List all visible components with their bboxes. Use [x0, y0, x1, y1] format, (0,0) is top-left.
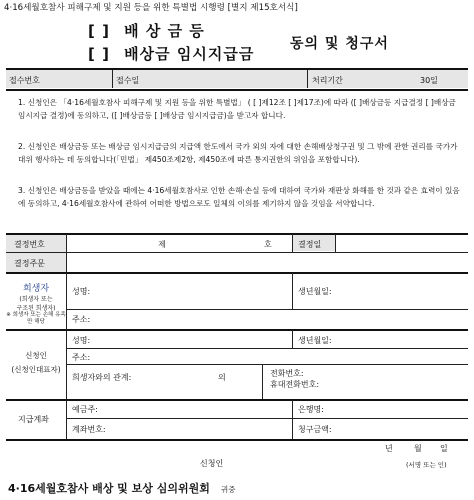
applicant-address-label: 주소:	[72, 353, 91, 362]
receipt-number-label: 접수번호	[9, 76, 40, 85]
title-suffix: 동의 및 청구서	[290, 36, 389, 52]
victim-section-title: 희생자	[22, 284, 50, 294]
deadline-value: 30일	[420, 76, 438, 85]
title-provisional: 배상금 임시지급금	[124, 45, 255, 63]
applicant-name-label: 성명:	[72, 336, 91, 345]
decision-date-label: 결정일	[298, 240, 322, 249]
legal-basis-caption: 4·16세월호참사 피해구제 및 지원 등을 위한 특별법 시행령 [별지 제15호서식]	[4, 3, 298, 13]
victim-name-label: 성명:	[72, 287, 91, 296]
account-holder-label: 예금주:	[72, 405, 98, 414]
title-checkbox-1[interactable]: [ ]	[88, 22, 110, 40]
victim-section-sub2: 구조된 희생자)	[16, 305, 56, 312]
decision-number-suffix: 호	[264, 240, 272, 249]
statement-2: 2. 신청인은 배상금등 또는 배상금 임시지급금의 지급액 한도에서 국가 외의 자에 대한 손해배상청구권 및 그 밖에 관한 권리를 국가가 대위 행사하는 데 동의합니다(「민법」 제450조제2항, 제450조에 따른 통지권한의 위임을 포함합니다).	[18, 142, 458, 164]
title-line-2	[88, 43, 254, 64]
relation-label: 희생자와의 관계:	[72, 373, 132, 382]
mobile-label: 휴대전화번호:	[270, 380, 320, 389]
date-month: 월	[414, 444, 422, 453]
title-checkbox-2[interactable]: [ ]	[88, 45, 110, 63]
title-compensation: 배 상 금 등	[124, 22, 205, 40]
receipt-date-label: 접수일	[116, 76, 140, 85]
date-year: 년	[385, 444, 393, 453]
applicant-section-label	[6, 350, 66, 375]
victim-section-note: ※ 희생자 또는 손해 유족 만 해당	[6, 312, 66, 325]
decision-number-prefix: 제	[158, 240, 166, 249]
relation-suffix: 의	[218, 373, 226, 382]
title-line-1	[88, 20, 205, 41]
victim-address-label: 주소:	[72, 315, 91, 324]
victim-section-label	[6, 281, 66, 326]
victim-section-sub1: (희생자 또는	[19, 296, 53, 303]
signature-note: (서명 또는 인)	[406, 461, 447, 469]
applicant-section-title: 신청인	[25, 351, 47, 360]
applicant-section-sub: (신청인대표자)	[11, 365, 61, 374]
receipt-row	[6, 70, 468, 88]
bank-name-label: 은행명:	[298, 405, 324, 414]
signature-applicant-label: 신청인	[200, 459, 224, 468]
committee-name: 4·16세월호참사 배상 및 보상 심의위원회	[8, 482, 210, 495]
decision-content-label: 결정주문	[14, 259, 45, 268]
applicant-birth-label: 생년월일:	[298, 336, 332, 345]
honorific: 귀중	[220, 485, 236, 494]
statement-3: 3. 신청인은 배상금등을 받았을 때에는 4·16세월호참사로 인한 손해·손실 등에 대하여 국가와 재판상 화해를 한 것과 같은 효력이 있음에 동의하고, 4·16세월호참사에 관하여 어떠한 방법으로도 일체의 이의를 제기하지 않을 것임을 서약합니다.	[18, 186, 460, 208]
claim-amount-label: 청구금액:	[298, 425, 332, 434]
footer	[8, 477, 235, 496]
phone-label: 전화번호:	[270, 369, 304, 378]
date-day: 일	[440, 444, 448, 453]
account-number-label: 계좌번호:	[72, 425, 106, 434]
deadline-label: 처리기간	[312, 76, 343, 85]
decision-number-label: 결정번호	[14, 240, 45, 249]
statement-1: 1. 신청인은 「4·16세월호참사 피해구제 및 지원 등을 위한 특별법」 ( [ ]제12조 [ ]제17조)에 따라 ([ ]배상금등 지급결정 [ ]배상금 임시지급 결정)에 동의하고, ([ ]배상금등 [ ]배상금 임시지급금)을 받고자 합니다.	[18, 98, 456, 120]
victim-birth-label: 생년월일:	[298, 287, 332, 296]
account-section-label: 지급계좌	[18, 415, 49, 424]
